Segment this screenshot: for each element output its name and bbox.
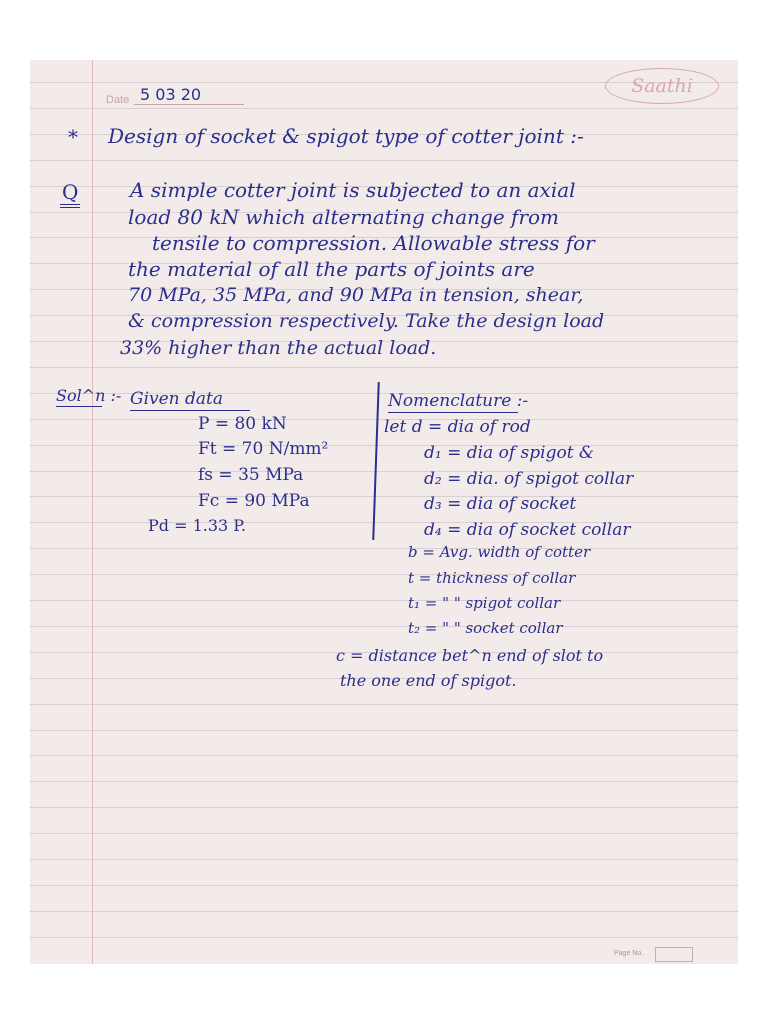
ruled-line (30, 600, 738, 601)
nomenclature-heading-underline (388, 412, 518, 413)
solution-marker: Sol^n :- (56, 386, 122, 405)
nomenclature-item-1: let d = dia of rod (384, 417, 531, 437)
given-heading-underline (130, 410, 250, 411)
ruled-line (30, 626, 738, 627)
page-title: Design of socket & spigot type of cotter joint :- (108, 124, 584, 148)
ruled-line (30, 445, 738, 446)
date-underline (134, 104, 244, 105)
ruled-line (30, 885, 738, 886)
given-item-1: P = 80 kN (198, 414, 287, 434)
ruled-line (30, 160, 738, 161)
nomenclature-item-8: t₁ = " " spigot collar (408, 594, 561, 612)
given-item-4: Fc = 90 MPa (198, 491, 310, 511)
question-line-5: 70 MPa, 35 MPa, and 90 MPa in tension, shear, (128, 284, 584, 306)
ruled-line (30, 522, 738, 523)
question-marker-underline-2 (60, 207, 80, 208)
page-number-label: Page No. (614, 950, 644, 957)
ruled-line (30, 548, 738, 549)
ruled-line (30, 755, 738, 756)
nomenclature-item-9: t₂ = " " socket collar (408, 619, 563, 637)
page-number-box (655, 947, 693, 962)
ruled-line (30, 574, 738, 575)
nomenclature-item-3: d₂ = dia. of spigot collar (424, 469, 634, 489)
solution-marker-underline (56, 406, 102, 407)
nomenclature-item-6: b = Avg. width of cotter (408, 543, 591, 561)
nomenclature-item-4: d₃ = dia of socket (424, 494, 577, 514)
ruled-line (30, 704, 738, 705)
question-line-2: load 80 kN which alternating change from (128, 205, 560, 229)
title-bullet: * (68, 125, 78, 149)
question-line-3: tensile to compression. Allowable stress for (152, 231, 595, 255)
question-line-6: & compression respectively. Take the design load (128, 310, 605, 332)
question-marker-underline (60, 204, 80, 205)
notebook-page (30, 60, 738, 964)
ruled-line (30, 730, 738, 731)
nomenclature-item-2: d₁ = dia of spigot & (424, 443, 595, 463)
nomenclature-item-10: c = distance bet^n end of slot to (336, 646, 604, 665)
ruled-line (30, 833, 738, 834)
date-label: Date (106, 94, 130, 106)
ruled-line (30, 496, 738, 497)
margin-line (92, 60, 93, 964)
ruled-line (30, 937, 738, 938)
ruled-line (30, 781, 738, 782)
question-line-1: A simple cotter joint is subjected to an axial (130, 178, 576, 202)
given-item-3: fs = 35 MPa (198, 465, 304, 485)
nomenclature-item-11: the one end of spigot. (340, 671, 517, 690)
given-item-2: Ft = 70 N/mm² (198, 439, 329, 459)
ruled-line (30, 911, 738, 912)
date-value: 5 03 20 (140, 85, 202, 104)
brand-logo (605, 68, 719, 104)
nomenclature-item-7: t = thickness of collar (408, 569, 576, 587)
column-divider (372, 382, 380, 540)
given-item-5: Pd = 1.33 P. (148, 516, 246, 535)
ruled-line (30, 367, 738, 368)
question-line-4: the material of all the parts of joints are (128, 257, 535, 281)
brand-name: Saathi (631, 75, 693, 97)
ruled-line (30, 859, 738, 860)
given-heading: Given data (130, 389, 224, 409)
ruled-line (30, 108, 738, 109)
nomenclature-item-5: d₄ = dia of socket collar (424, 520, 631, 540)
nomenclature-heading: Nomenclature :- (388, 391, 529, 411)
ruled-line (30, 807, 738, 808)
question-line-7: 33% higher than the actual load. (120, 337, 437, 359)
question-marker: Q (62, 180, 79, 204)
